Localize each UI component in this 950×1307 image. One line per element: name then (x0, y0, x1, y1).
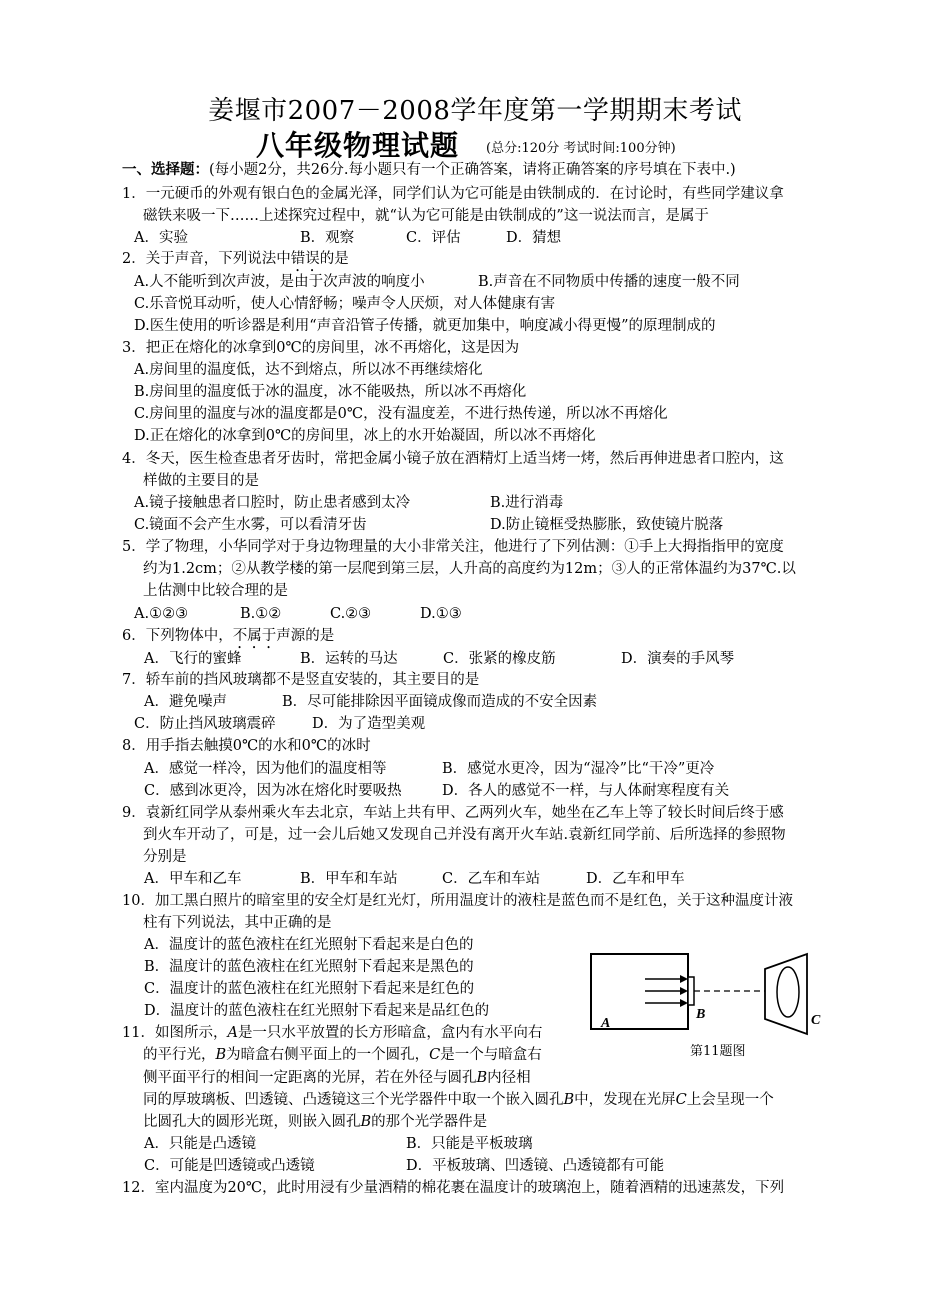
q10-option-c: C．温度计的蓝色液柱在红光照射下看起来是红色的 (144, 981, 475, 997)
q2-stem-tail: 的是 (319, 251, 349, 267)
q5-stem-line1: 5．学了物理，小华同学对于身边物理量的大小非常关注，他进行了下列估测：①手上大拇指指甲的宽度 (122, 539, 784, 555)
exam-subtitle: 八年级物理试题 (256, 129, 460, 162)
q3-option-a: A.房间里的温度低，达不到熔点，所以冰不再继续熔化 (134, 362, 483, 378)
q4-option-c: C.镜面不会产生水雾，可以看清牙齿 (134, 517, 367, 533)
figure-caption: 第11题图 (690, 1044, 746, 1059)
q2-option-d: D.医生使用的听诊器是利用“声音沿管子传播，就更加集中，响度减小得更慢”的原理制成的 (134, 318, 716, 334)
section-heading: 一、选择题： (122, 161, 209, 178)
q5-stem-line2: 约为1.2cm；②从教学楼的第一层爬到第三层，人升高的高度约为12m；③人的正常体温约为37℃.以 (143, 561, 796, 577)
q11-text: 比圆孔大的圆形光斑，则嵌入圆孔 (143, 1114, 361, 1130)
q1-option-a: A．实验 (134, 230, 188, 246)
q1-stem-line2: 磁铁来吸一下……上述探究过程中，就“认为它可能是由铁制成的”这一说法而言，是属于 (143, 208, 709, 224)
q6-stem-emphasis: 不属于 (232, 628, 277, 644)
q6-stem-tail: 声源的是 (276, 628, 335, 644)
q9-option-a: A．甲车和乙车 (144, 871, 242, 887)
q7-stem: 7．轿车前的挡风玻璃都不是竖直安装的，其主要目的是 (122, 672, 480, 688)
q7-option-d: D．为了造型美观 (312, 716, 426, 732)
q11-text: 的平行光， (143, 1047, 216, 1063)
q11-label-a: A (227, 1025, 238, 1041)
q11-option-d: D．平板玻璃、凹透镜、凸透镜都有可能 (406, 1158, 665, 1174)
q1-option-b: B．观察 (300, 230, 355, 246)
q10-option-a: A．温度计的蓝色液柱在红光照射下看起来是白色的 (144, 937, 474, 953)
q5-option-c: C.②③ (330, 606, 372, 622)
q11-stem-line3 (143, 1068, 531, 1088)
q11-text: 11．如图所示， (122, 1025, 228, 1041)
q4-stem-line1: 4．冬天，医生检查患者牙齿时，常把金属小镜子放在酒精灯上适当烤一烤，然后再伸进患者口腔内，这 (122, 451, 784, 467)
exam-title: 姜堰市2007－2008学年度第一学期期末考试 (208, 96, 742, 126)
q11-text: 是一只水平放置的长方形暗盒，盒内有水平向右 (237, 1025, 543, 1041)
arrow-head-top (680, 975, 688, 983)
q4-stem-line2: 样做的主要目的是 (143, 473, 259, 489)
q11-text: 是一个与暗盒右 (440, 1047, 542, 1063)
q11-text: 为暗盒右侧平面上的一个圆孔， (226, 1047, 430, 1063)
q1-option-c: C．评估 (406, 230, 461, 246)
q7-option-c: C．防止挡风玻璃震碎 (134, 716, 276, 732)
q5-option-b: B.①② (240, 606, 282, 622)
q2-option-a: A.人不能听到次声波，是由于次声波的响度小 (134, 274, 425, 290)
q9-stem-line1: 9．袁新红同学从泰州乘火车去北京，车站上共有甲、乙两列火车，她坐在乙车上等了较长时间后终于感 (122, 805, 784, 821)
q3-option-d: D.正在熔化的冰拿到0℃的房间里，冰上的水开始凝固，所以冰不再熔化 (134, 428, 596, 444)
q5-option-d: D.①③ (420, 606, 462, 622)
q9-option-b: B．甲车和车站 (300, 871, 398, 887)
q6-stem-text: 6．下列物体中， (122, 628, 233, 644)
exam-note: (总分:120分 考试时间:100分钟) (486, 141, 676, 156)
q3-option-c: C.房间里的温度与冰的温度都是0℃，没有温度差，不进行热传递，所以冰不再熔化 (134, 406, 668, 422)
screen-c (765, 954, 807, 1034)
section-instruction: (每小题2分，共26分.每小题只有一个正确答案，请将正确答案的序号填在下表中.) (209, 162, 736, 178)
q6-option-b: B．运转的马达 (300, 651, 398, 667)
q1-option-d: D．猜想 (506, 230, 562, 246)
q11-option-a: A．只能是凸透镜 (144, 1136, 256, 1152)
q11-label-b: B (360, 1114, 372, 1130)
hole-b (688, 977, 694, 1005)
q6-option-d: D．演奏的手风琴 (621, 651, 735, 667)
q2-option-b: B.声音在不同物质中传播的速度一般不同 (478, 274, 740, 290)
q11-stem-line1 (122, 1023, 542, 1043)
q11-label-b: B (215, 1047, 227, 1063)
arrow-head-middle (680, 987, 688, 995)
q8-option-d: D．各人的感觉不一样，与人体耐寒程度有关 (442, 783, 730, 799)
q11-text: 上会呈现一个 (686, 1092, 774, 1108)
q11-option-b: B．只能是平板玻璃 (406, 1136, 533, 1152)
q11-text: 内径相 (487, 1070, 531, 1086)
q11-stem-line4 (143, 1090, 774, 1110)
q3-stem: 3．把正在熔化的冰拿到0℃的房间里，冰不再熔化，这是因为 (122, 340, 520, 356)
q7-option-b: B．尽可能排除因平面镜成像而造成的不安全因素 (282, 694, 598, 710)
q11-label-c: C (429, 1047, 441, 1063)
q9-option-c: C．乙车和车站 (442, 871, 541, 887)
optics-diagram (585, 944, 830, 1044)
label-a: A (601, 1016, 611, 1031)
q8-option-c: C．感到冰更冷，因为冰在熔化时要吸热 (144, 783, 402, 799)
section-heading-line (122, 160, 736, 180)
q4-option-d: D.防止镜框受热膨胀，致使镜片脱落 (490, 517, 724, 533)
q11-text: 同的厚玻璃板、凹透镜、凸透镜这三个光学器件中取一个嵌入圆孔 (143, 1092, 564, 1108)
q11-label-b: B (476, 1070, 488, 1086)
q11-text: 的那个光学器件是 (371, 1114, 488, 1130)
q11-label-c: C (675, 1092, 687, 1108)
q7-option-a: A．避免噪声 (144, 694, 227, 710)
q3-option-b: B.房间里的温度低于冰的温度，冰不能吸热，所以冰不再熔化 (134, 384, 527, 400)
q6-option-c: C．张紧的橡皮筋 (443, 651, 556, 667)
q2-stem-emphasis: 错误 (290, 251, 320, 267)
q9-option-d: D．乙车和甲车 (586, 871, 685, 887)
q1-stem-line1: 1．一元硬币的外观有银白色的金属光泽，同学们认为它可能是由铁制成的．在讨论时，有些同学建议拿 (122, 186, 784, 202)
q10-stem-line1: 10．加工黑白照片的暗室里的安全灯是红光灯，所用温度计的液柱是蓝色而不是红色，关于这种温度计液 (122, 893, 793, 909)
label-b: B (696, 1007, 706, 1022)
q8-stem: 8．用手指去触摸0℃的水和0℃的冰时 (122, 738, 371, 754)
q5-stem-line3: 上估测中比较合理的是 (143, 583, 288, 599)
q10-stem-line2: 柱有下列说法，其中正确的是 (143, 915, 332, 931)
q9-stem-line2: 到火车开动了，可是，过一会儿后她又发现自己并没有离开火车站.袁新红同学前、后所选择的参照物 (143, 827, 786, 843)
q9-stem-line3: 分别是 (143, 849, 187, 865)
q4-option-a: A.镜子接触患者口腔时，防止患者感到太冷 (134, 495, 411, 511)
q10-option-d: D．温度计的蓝色液柱在红光照射下看起来是品红色的 (144, 1003, 490, 1019)
q10-option-b: B．温度计的蓝色液柱在红光照射下看起来是黑色的 (144, 959, 474, 975)
q12-stem-line1: 12．室内温度为20℃，此时用浸有少量酒精的棉花裹在温度计的玻璃泡上，随着酒精的迅速蒸发，下列 (122, 1180, 785, 1196)
q11-stem-line2 (143, 1045, 542, 1065)
q11-text: 侧平面平行的相间一定距离的光屏，若在外径与圆孔 (143, 1070, 477, 1086)
q8-option-b: B．感觉水更冷，因为“湿冷”比“干冷”更冷 (442, 761, 715, 777)
q11-text: 中，发现在光屏 (574, 1092, 676, 1108)
q4-option-b: B.进行消毒 (490, 495, 564, 511)
q2-stem-text: 2．关于声音，下列说法中 (122, 251, 291, 267)
q11-label-b: B (563, 1092, 575, 1108)
arrow-head-bottom (680, 999, 688, 1007)
q2-option-c: C.乐音悦耳动听，使人心情舒畅；噪声令人厌烦，对人体健康有害 (134, 296, 556, 312)
q11-option-c: C．可能是凹透镜或凸透镜 (144, 1158, 315, 1174)
q8-option-a: A．感觉一样冷，因为他们的温度相等 (144, 761, 387, 777)
label-c: C (811, 1013, 821, 1028)
q6-option-a: A．飞行的蜜蜂 (144, 651, 242, 667)
q11-stem-line5 (143, 1112, 487, 1132)
q5-option-a: A.①②③ (134, 606, 189, 622)
